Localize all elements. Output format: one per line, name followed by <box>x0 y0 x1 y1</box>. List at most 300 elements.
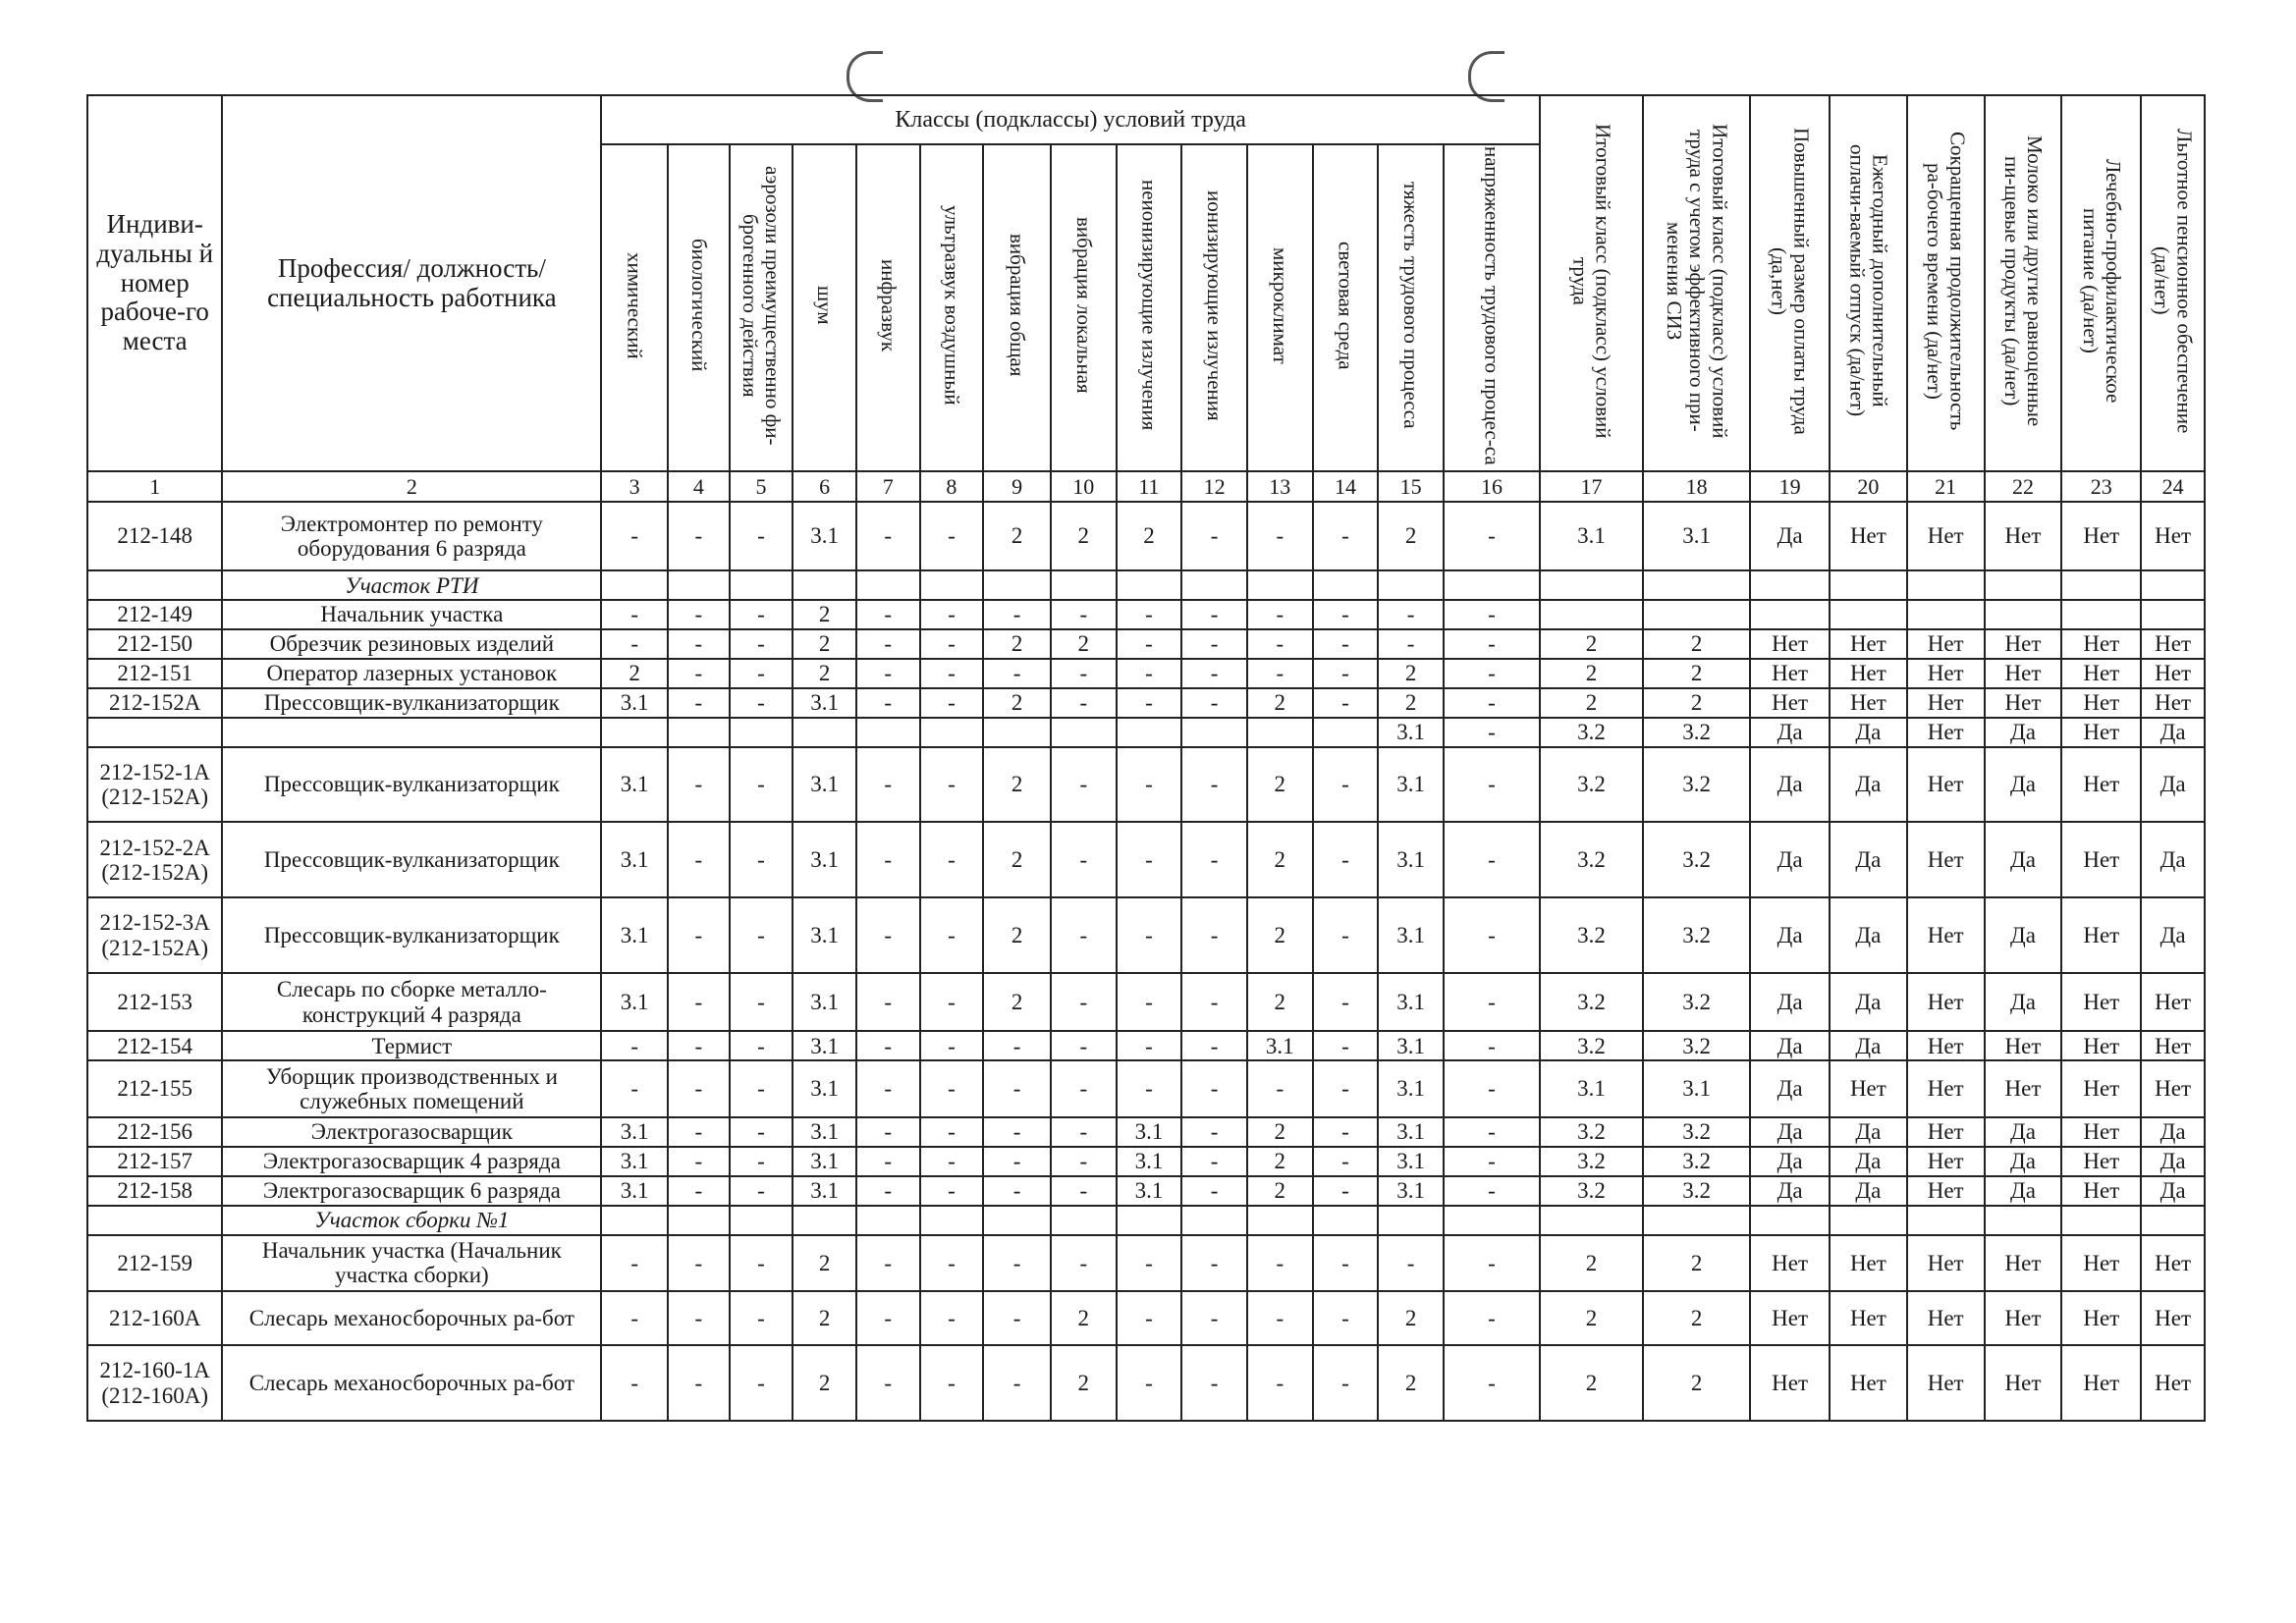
value-cell: 3.1 <box>793 688 856 718</box>
empty-cell <box>793 1206 856 1235</box>
value-cell: - <box>1181 1147 1247 1176</box>
value-cell: 2 <box>1378 502 1444 570</box>
value-cell: - <box>1444 973 1540 1031</box>
value-cell: 3.1 <box>793 822 856 897</box>
value-cell: - <box>1313 1060 1379 1117</box>
value-cell: 2 <box>1540 1291 1643 1345</box>
value-cell: 2 <box>1378 1345 1444 1421</box>
value-cell: - <box>668 1060 730 1117</box>
column-number-cell: 12 <box>1181 471 1247 502</box>
column-number-cell: 18 <box>1643 471 1750 502</box>
value-cell: 2 <box>793 600 856 629</box>
value-cell <box>1540 600 1643 629</box>
value-cell: 3.1 <box>601 897 668 973</box>
value-cell: - <box>983 1235 1051 1292</box>
value-cell: Нет <box>1985 629 2062 659</box>
value-cell: - <box>1247 629 1313 659</box>
empty-cell <box>1378 1206 1444 1235</box>
profession-cell: Электрогазосварщик 6 разряда <box>222 1176 601 1206</box>
value-cell: 2 <box>983 897 1051 973</box>
column-number-cell: 24 <box>2141 471 2205 502</box>
value-cell: - <box>1444 1031 1540 1060</box>
value-cell: - <box>1181 629 1247 659</box>
empty-cell <box>2061 1206 2141 1235</box>
factor-header: напряженность трудового процес-са <box>1444 144 1540 471</box>
value-cell: - <box>730 1345 793 1421</box>
tail-header: Повышенный размер оплаты труда (да,нет) <box>1750 95 1830 471</box>
value-cell: - <box>856 1291 920 1345</box>
value-cell: - <box>1313 1235 1379 1292</box>
profession-cell: Прессовщик-вулканизаторщик <box>222 688 601 718</box>
value-cell <box>2141 600 2205 629</box>
value-cell: Нет <box>2061 973 2141 1031</box>
value-cell: Нет <box>1985 659 2062 688</box>
value-cell: - <box>730 1117 793 1147</box>
value-cell: Нет <box>2061 747 2141 823</box>
value-cell: Нет <box>1907 1031 1985 1060</box>
table-row <box>87 1060 2205 1117</box>
empty-cell <box>983 1206 1051 1235</box>
value-cell: - <box>1051 688 1117 718</box>
workplace-id-cell: 212-153 <box>87 973 222 1031</box>
value-cell: - <box>920 502 984 570</box>
value-cell: - <box>1444 1291 1540 1345</box>
column-number-cell: 20 <box>1830 471 1907 502</box>
factor-header: биологический <box>668 144 730 471</box>
value-cell: Да <box>1830 1117 1907 1147</box>
value-cell: - <box>668 629 730 659</box>
table-row <box>87 1345 2205 1421</box>
section-id-cell <box>87 1206 222 1235</box>
value-cell: Нет <box>2141 973 2205 1031</box>
value-cell: - <box>1444 688 1540 718</box>
value-cell: - <box>856 688 920 718</box>
value-cell: - <box>856 822 920 897</box>
value-cell: - <box>856 1060 920 1117</box>
value-cell: - <box>668 747 730 823</box>
value-cell: Нет <box>1750 688 1830 718</box>
value-cell: 2 <box>983 502 1051 570</box>
value-cell: - <box>1051 973 1117 1031</box>
factor-header: микроклимат <box>1247 144 1313 471</box>
value-cell: Нет <box>2141 1031 2205 1060</box>
value-cell: - <box>1313 502 1379 570</box>
value-cell: 3.2 <box>1540 1031 1643 1060</box>
value-cell: Нет <box>2061 688 2141 718</box>
workplace-id-header: Индиви-дуальны й номер рабоче-го места <box>87 95 222 471</box>
column-number-cell: 10 <box>1051 471 1117 502</box>
value-cell: Нет <box>1907 1291 1985 1345</box>
value-cell: - <box>668 822 730 897</box>
value-cell: 3.1 <box>1378 747 1444 823</box>
column-number-cell: 1 <box>87 471 222 502</box>
value-cell: Нет <box>1830 502 1907 570</box>
value-cell: - <box>730 1176 793 1206</box>
value-cell: Нет <box>2141 1235 2205 1292</box>
workplace-id-cell: 212-152-2А (212-152А) <box>87 822 222 897</box>
value-cell: 3.1 <box>1378 1176 1444 1206</box>
value-cell: - <box>730 822 793 897</box>
value-cell: - <box>856 1176 920 1206</box>
value-cell: Нет <box>1985 688 2062 718</box>
value-cell: Нет <box>1830 1060 1907 1117</box>
empty-cell <box>1643 570 1750 600</box>
value-cell: - <box>1444 629 1540 659</box>
value-cell: Нет <box>1750 629 1830 659</box>
value-cell: - <box>856 502 920 570</box>
empty-cell <box>1181 1206 1247 1235</box>
value-cell: 2 <box>1378 688 1444 718</box>
value-cell: - <box>856 1235 920 1292</box>
value-cell: Нет <box>2061 1291 2141 1345</box>
value-cell: - <box>920 1147 984 1176</box>
workplace-id-cell: 212-159 <box>87 1235 222 1292</box>
value-cell: Да <box>2141 747 2205 823</box>
value-cell: Нет <box>1907 1176 1985 1206</box>
column-number-cell: 19 <box>1750 471 1830 502</box>
profession-cell: Слесарь механосборочных ра-бот <box>222 1291 601 1345</box>
value-cell: - <box>1444 502 1540 570</box>
value-cell: - <box>730 688 793 718</box>
table-row <box>87 688 2205 718</box>
empty-cell <box>730 1206 793 1235</box>
value-cell: - <box>856 659 920 688</box>
workplace-id-cell: 212-155 <box>87 1060 222 1117</box>
value-cell: 3.2 <box>1643 1147 1750 1176</box>
value-cell: Нет <box>1750 1291 1830 1345</box>
profession-cell: Электрогазосварщик <box>222 1117 601 1147</box>
section-row <box>87 570 2205 600</box>
value-cell: Нет <box>1907 973 1985 1031</box>
value-cell: - <box>983 1291 1051 1345</box>
column-number-cell: 21 <box>1907 471 1985 502</box>
value-cell: - <box>1117 973 1182 1031</box>
value-cell: 3.2 <box>1643 1176 1750 1206</box>
value-cell: - <box>920 822 984 897</box>
value-cell: 3.1 <box>793 1147 856 1176</box>
value-cell: Нет <box>1830 1291 1907 1345</box>
value-cell: - <box>1117 1345 1182 1421</box>
value-cell: - <box>983 600 1051 629</box>
value-cell: Да <box>1830 973 1907 1031</box>
factor-header: ультразвук воздушный <box>920 144 984 471</box>
value-cell: - <box>1117 629 1182 659</box>
tail-header: Ежегодный дополнительный оплачи-ваемый отпуск (да/нет) <box>1830 95 1907 471</box>
value-cell: - <box>1181 659 1247 688</box>
value-cell: - <box>601 629 668 659</box>
value-cell <box>2061 600 2141 629</box>
value-cell: - <box>1313 629 1379 659</box>
value-cell: 2 <box>1540 1345 1643 1421</box>
value-cell: 3.2 <box>1643 822 1750 897</box>
value-cell: - <box>668 1291 730 1345</box>
value-cell: Нет <box>2141 688 2205 718</box>
value-cell: - <box>856 1147 920 1176</box>
factor-header: шум <box>793 144 856 471</box>
value-cell: 3.1 <box>793 1031 856 1060</box>
value-cell: Нет <box>1907 1147 1985 1176</box>
value-cell: - <box>1051 1147 1117 1176</box>
value-cell: Нет <box>1907 659 1985 688</box>
value-cell: - <box>1444 897 1540 973</box>
value-cell: - <box>1247 1235 1313 1292</box>
value-cell: - <box>1117 1031 1182 1060</box>
value-cell: 2 <box>1378 1291 1444 1345</box>
value-cell: Нет <box>1750 1235 1830 1292</box>
value-cell: - <box>601 1031 668 1060</box>
value-cell <box>1643 600 1750 629</box>
value-cell: 3.2 <box>1540 718 1643 747</box>
empty-cell <box>1540 570 1643 600</box>
value-cell: Нет <box>1985 1060 2062 1117</box>
value-cell: - <box>1117 1060 1182 1117</box>
value-cell: Нет <box>1907 502 1985 570</box>
value-cell: Да <box>2141 1117 2205 1147</box>
value-cell: 2 <box>1540 1235 1643 1292</box>
profession-cell: Начальник участка <box>222 600 601 629</box>
value-cell: - <box>1051 1060 1117 1117</box>
value-cell: Нет <box>1830 629 1907 659</box>
profession-cell: Электрогазосварщик 4 разряда <box>222 1147 601 1176</box>
value-cell: - <box>1313 897 1379 973</box>
value-cell: Нет <box>1985 1291 2062 1345</box>
table-row <box>87 1117 2205 1147</box>
value-cell: - <box>730 897 793 973</box>
empty-cell <box>601 570 668 600</box>
value-cell: - <box>1444 659 1540 688</box>
value-cell: Да <box>2141 718 2205 747</box>
value-cell: - <box>1117 688 1182 718</box>
value-cell: Да <box>1750 822 1830 897</box>
empty-cell <box>856 1206 920 1235</box>
factor-header: световая среда <box>1313 144 1379 471</box>
value-cell: - <box>1247 1345 1313 1421</box>
value-cell: - <box>920 747 984 823</box>
table-row <box>87 1031 2205 1060</box>
value-cell: - <box>1444 1060 1540 1117</box>
value-cell: - <box>920 659 984 688</box>
value-cell: - <box>1117 1291 1182 1345</box>
value-cell: - <box>1117 659 1182 688</box>
value-cell: Да <box>1830 897 1907 973</box>
value-cell: - <box>856 1345 920 1421</box>
value-cell: - <box>1378 629 1444 659</box>
empty-cell <box>1444 1206 1540 1235</box>
value-cell: Нет <box>1830 659 1907 688</box>
value-cell: Нет <box>1830 1345 1907 1421</box>
empty-cell <box>2141 570 2205 600</box>
value-cell: - <box>1313 1117 1379 1147</box>
table-row <box>87 973 2205 1031</box>
value-cell: Да <box>2141 897 2205 973</box>
empty-cell <box>668 570 730 600</box>
empty-cell <box>1830 570 1907 600</box>
value-cell: 3.2 <box>1643 973 1750 1031</box>
value-cell: - <box>1247 1060 1313 1117</box>
value-cell: 3.1 <box>1117 1147 1182 1176</box>
column-number-cell: 8 <box>920 471 984 502</box>
profession-cell: Слесарь по сборке металло-конструкций 4 разряда <box>222 973 601 1031</box>
workplace-id-cell: 212-149 <box>87 600 222 629</box>
value-cell: - <box>1051 1117 1117 1147</box>
value-cell <box>1750 600 1830 629</box>
value-cell: - <box>601 1291 668 1345</box>
value-cell: - <box>920 1176 984 1206</box>
value-cell: 3.1 <box>1540 502 1643 570</box>
factor-header: ионизирующие излучения <box>1181 144 1247 471</box>
empty-cell <box>1643 1206 1750 1235</box>
tail-header: Льготное пенсионное обеспечение (да/нет) <box>2141 95 2205 471</box>
table-row <box>87 747 2205 823</box>
value-cell: 3.1 <box>601 973 668 1031</box>
value-cell: - <box>730 1147 793 1176</box>
value-cell: 3.2 <box>1643 718 1750 747</box>
value-cell: - <box>1051 1235 1117 1292</box>
table-row <box>87 1291 2205 1345</box>
table-row <box>87 629 2205 659</box>
value-cell: - <box>1051 1031 1117 1060</box>
profession-cell: Прессовщик-вулканизаторщик <box>222 822 601 897</box>
value-cell: 2 <box>1643 659 1750 688</box>
value-cell: - <box>920 897 984 973</box>
value-cell: - <box>668 600 730 629</box>
value-cell: Нет <box>2061 897 2141 973</box>
empty-cell <box>1750 1206 1830 1235</box>
value-cell: - <box>1117 822 1182 897</box>
workplace-id-cell: 212-148 <box>87 502 222 570</box>
value-cell: - <box>668 502 730 570</box>
empty-cell <box>793 570 856 600</box>
value-cell: - <box>856 973 920 1031</box>
table-row <box>87 718 2205 747</box>
value-cell: Да <box>2141 1176 2205 1206</box>
workplace-id-cell: 212-160-1А (212-160А) <box>87 1345 222 1421</box>
value-cell: - <box>730 973 793 1031</box>
value-cell: Нет <box>2061 1031 2141 1060</box>
value-cell: 2 <box>1643 1235 1750 1292</box>
value-cell: 2 <box>1051 502 1117 570</box>
value-cell: - <box>730 1031 793 1060</box>
value-cell: 3.1 <box>601 747 668 823</box>
empty-cell <box>1247 1206 1313 1235</box>
value-cell <box>730 718 793 747</box>
value-cell: - <box>1444 822 1540 897</box>
value-cell: 3.1 <box>1378 1147 1444 1176</box>
value-cell: - <box>920 629 984 659</box>
empty-cell <box>1830 1206 1907 1235</box>
value-cell: Да <box>1830 747 1907 823</box>
value-cell: Да <box>2141 822 2205 897</box>
profession-cell: Уборщик производственных и служебных помещений <box>222 1060 601 1117</box>
value-cell: 2 <box>1247 822 1313 897</box>
value-cell <box>1830 600 1907 629</box>
value-cell: - <box>920 1031 984 1060</box>
value-cell: - <box>668 897 730 973</box>
column-number-cell: 14 <box>1313 471 1379 502</box>
value-cell: 2 <box>1247 1117 1313 1147</box>
value-cell: 3.1 <box>1378 1031 1444 1060</box>
section-row <box>87 1206 2205 1235</box>
value-cell: Нет <box>1750 1345 1830 1421</box>
value-cell: - <box>1313 973 1379 1031</box>
value-cell: 3.1 <box>793 1117 856 1147</box>
empty-cell <box>1181 570 1247 600</box>
profession-cell: Термист <box>222 1031 601 1060</box>
workplace-id-cell: 212-156 <box>87 1117 222 1147</box>
empty-cell <box>856 570 920 600</box>
value-cell: 2 <box>1643 688 1750 718</box>
empty-cell <box>1985 1206 2062 1235</box>
value-cell: - <box>1313 1176 1379 1206</box>
value-cell: Да <box>1750 1147 1830 1176</box>
empty-cell <box>1051 570 1117 600</box>
value-cell <box>668 718 730 747</box>
profession-header: Профессия/ должность/ специальность работника <box>222 95 601 471</box>
value-cell: 2 <box>1378 659 1444 688</box>
value-cell: - <box>1378 600 1444 629</box>
value-cell: Нет <box>2061 1235 2141 1292</box>
value-cell: - <box>920 973 984 1031</box>
value-cell: Да <box>1750 502 1830 570</box>
table-row <box>87 897 2205 973</box>
value-cell: - <box>920 1345 984 1421</box>
value-cell: - <box>1051 897 1117 973</box>
value-cell: 2 <box>1117 502 1182 570</box>
value-cell: - <box>1313 747 1379 823</box>
empty-cell <box>1907 570 1985 600</box>
value-cell: Нет <box>1985 502 2062 570</box>
value-cell: - <box>668 1176 730 1206</box>
conditions-classes-header: Классы (подклассы) условий труда <box>601 95 1540 144</box>
tail-header: Итоговый класс (подкласс) условий труда с учетом эффективного при-менения СИЗ <box>1643 95 1750 471</box>
value-cell: - <box>1444 747 1540 823</box>
header-row-group <box>87 95 2205 144</box>
empty-cell <box>1247 570 1313 600</box>
value-cell: - <box>983 1147 1051 1176</box>
value-cell: 3.2 <box>1643 747 1750 823</box>
empty-cell <box>1313 570 1379 600</box>
value-cell: Да <box>1830 822 1907 897</box>
value-cell: - <box>1313 1147 1379 1176</box>
profession-cell: Электромонтер по ремонту оборудования 6 разряда <box>222 502 601 570</box>
factor-header: химический <box>601 144 668 471</box>
value-cell: - <box>1051 747 1117 823</box>
workplace-id-cell: 212-160А <box>87 1291 222 1345</box>
value-cell: 2 <box>793 659 856 688</box>
value-cell: Да <box>1750 1176 1830 1206</box>
value-cell: Да <box>1985 1147 2062 1176</box>
value-cell: - <box>668 1117 730 1147</box>
value-cell: Да <box>1750 973 1830 1031</box>
profession-cell: Слесарь механосборочных ра-бот <box>222 1345 601 1421</box>
value-cell: - <box>1181 973 1247 1031</box>
value-cell: - <box>601 1235 668 1292</box>
value-cell: Нет <box>2141 1291 2205 1345</box>
profession-cell <box>222 718 601 747</box>
value-cell: Нет <box>1907 822 1985 897</box>
value-cell <box>1181 718 1247 747</box>
value-cell: - <box>920 688 984 718</box>
value-cell: Нет <box>2061 822 2141 897</box>
workplace-id-cell: 212-157 <box>87 1147 222 1176</box>
value-cell: - <box>1313 1345 1379 1421</box>
value-cell: 2 <box>983 747 1051 823</box>
table-row <box>87 1176 2205 1206</box>
value-cell: - <box>1181 1235 1247 1292</box>
table-row <box>87 659 2205 688</box>
value-cell: - <box>1444 1235 1540 1292</box>
value-cell: - <box>1181 1031 1247 1060</box>
